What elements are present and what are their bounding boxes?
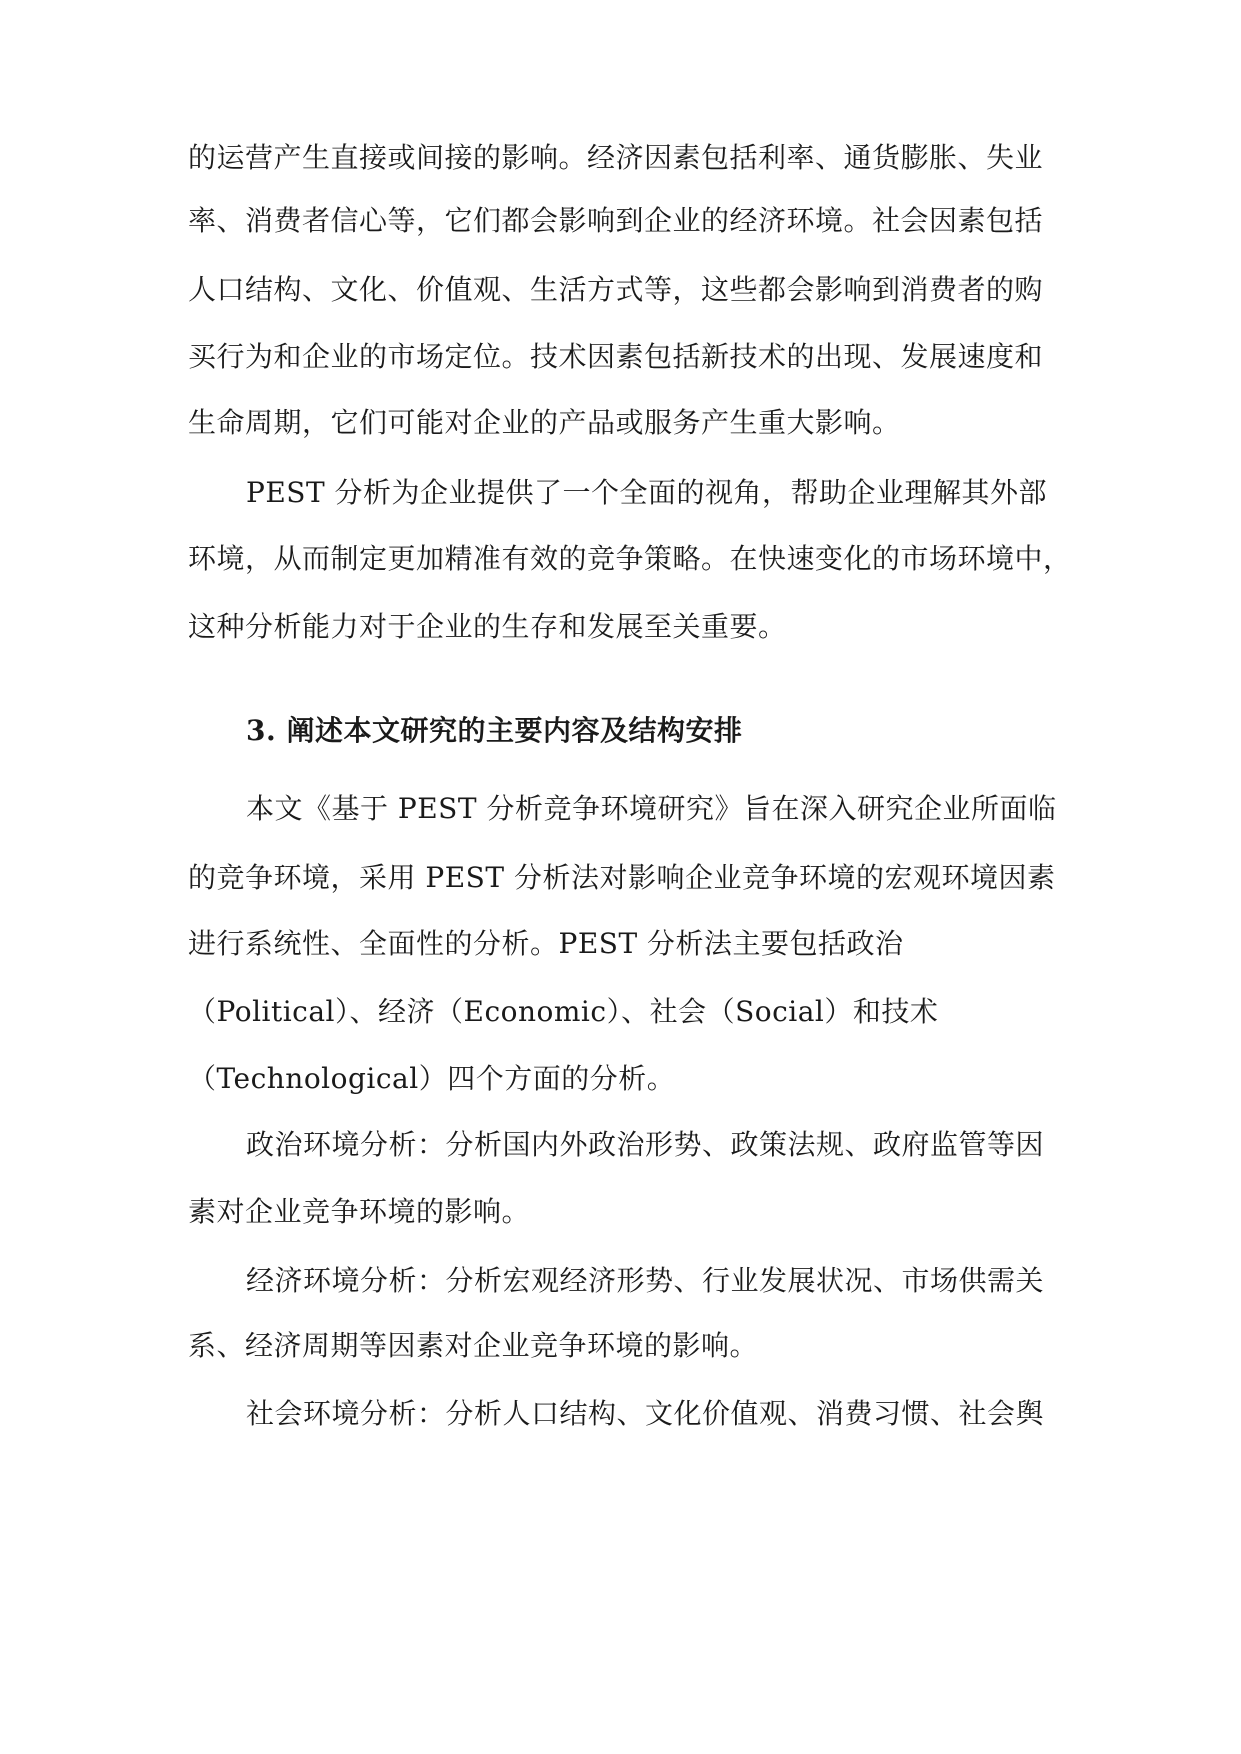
text-line: 率、消费者信心等，它们都会影响到企业的经济环境。社会因素包括: [188, 204, 1044, 237]
text-line: （Technological）四个方面的分析。: [188, 1062, 676, 1095]
text-line: 进行系统性、全面性的分析。PEST 分析法主要包括政治: [188, 927, 904, 960]
text-line: 经济环境分析：分析宏观经济形势、行业发展状况、市场供需关: [246, 1264, 1045, 1297]
text-line: 人口结构、文化、价值观、生活方式等，这些都会影响到消费者的购: [188, 273, 1044, 306]
text-line: 社会环境分析：分析人口结构、文化价值观、消费习惯、社会舆: [246, 1397, 1045, 1430]
text-line: 政治环境分析：分析国内外政治形势、政策法规、政府监管等因: [246, 1128, 1045, 1161]
text-line: 生命周期，它们可能对企业的产品或服务产生重大影响。: [188, 406, 901, 439]
text-line: 环境，从而制定更加精准有效的竞争策略。在快速变化的市场环境中，: [188, 542, 1072, 575]
text-line: 系、经济周期等因素对企业竞争环境的影响。: [188, 1329, 759, 1362]
text-line: （Political）、经济（Economic）、社会（Social）和技术: [188, 995, 939, 1028]
text-line: 的运营产生直接或间接的影响。经济因素包括利率、通货膨胀、失业: [188, 141, 1044, 174]
text-line: 本文《基于 PEST 分析竞争环境研究》旨在深入研究企业所面临: [246, 792, 1057, 825]
text-line: 这种分析能力对于企业的生存和发展至关重要。: [188, 610, 787, 643]
text-line: 素对企业竞争环境的影响。: [188, 1195, 531, 1228]
text-line: PEST 分析为企业提供了一个全面的视角，帮助企业理解其外部: [246, 476, 1048, 509]
section-heading: 3. 阐述本文研究的主要内容及结构安排: [246, 714, 743, 747]
text-line: 的竞争环境，采用 PEST 分析法对影响企业竞争环境的宏观环境因素: [188, 861, 1056, 894]
text-line: 买行为和企业的市场定位。技术因素包括新技术的出现、发展速度和: [188, 340, 1044, 373]
